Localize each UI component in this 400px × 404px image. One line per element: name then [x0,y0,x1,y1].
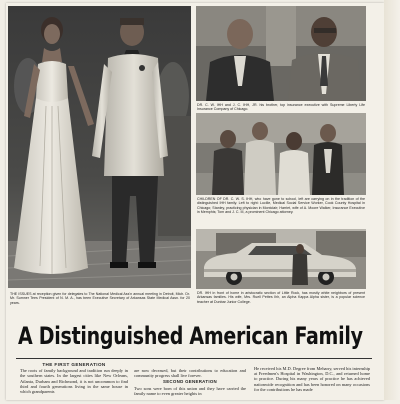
section-heading-second-generation: SECOND GENERATION [162,379,218,385]
page-margin [384,0,400,400]
article-column-2 [134,368,246,404]
column-1-text: The roots of family background and tradition run deeply in the southern states. In the largest cities like New Orleans, Atlanta, Durham and Richmond, it is not uncommon to find third and fourth generations living in the same house in which grandparents [20,368,128,395]
article-column-3 [254,366,370,402]
reception-photo-caption: THE ISSUES at reception given for delegates to The National Medical Ass'n annual meeting in Detroit, Mich. Dr. Mr. Sumner Tees President of N. M. A., has been Executive Secretary of Arkansas State Medical Assn. for 20 years. [10,292,190,305]
headline-rule [16,358,372,359]
brothers-photo-caption: DR. C. W. IHH and J. C. IHH, JR. his brother, top insurance executive with Supreme Liberty Life Insurance Company of Chicago. [197,103,365,112]
children-photo-caption: CHILDREN OF DR. C. W. S. IHH, who have gone to school, left are carrying on in the tradition of the distinguished IHH family. Left to right: Lucille, Medical Social Service Worker, Cook County Hospital in Chicago; Stanley, practicing physician in Montclair; Harriet, wife of A. Moore Walker, Insurance Executive in Memphis; Tom and J. C. III, a prominent Chicago attorney. [197,197,365,214]
children-photo [196,113,366,195]
column-2-text-b: Two sons were born of this union and they have carried the family name to even greater heights in [134,385,246,396]
home-car-photo-caption: DR. IHH in front of home in aristocratic section of Little Rock, has mostly white neighbors of present Arkansas families. His wife, Mrs. Ruell Pettes Ihh, an Alpha Kappa Alpha sister, is a popular science teacher at Dunbar Junior College. [197,291,365,304]
reception-photo [8,6,191,288]
article-headline: A Distinguished American Family [18,322,363,350]
section-heading-first-generation: THE FIRST GENERATION [42,362,106,367]
article-column-1 [20,362,128,398]
column-2-text-a: are now deceased, but their contributions to education and community progress shall live forever. [134,368,246,379]
home-car-photo [196,229,366,289]
brothers-photo [196,6,366,101]
column-3-text: He received his M.D. Degree from Meharry, served his internship at Freedmen's Hospital in Washington, D.C., and returned home to practice. During his many years of practice he has achieved nationwide recognition and has been honored on many occasions for the contributions he has made [254,366,370,392]
